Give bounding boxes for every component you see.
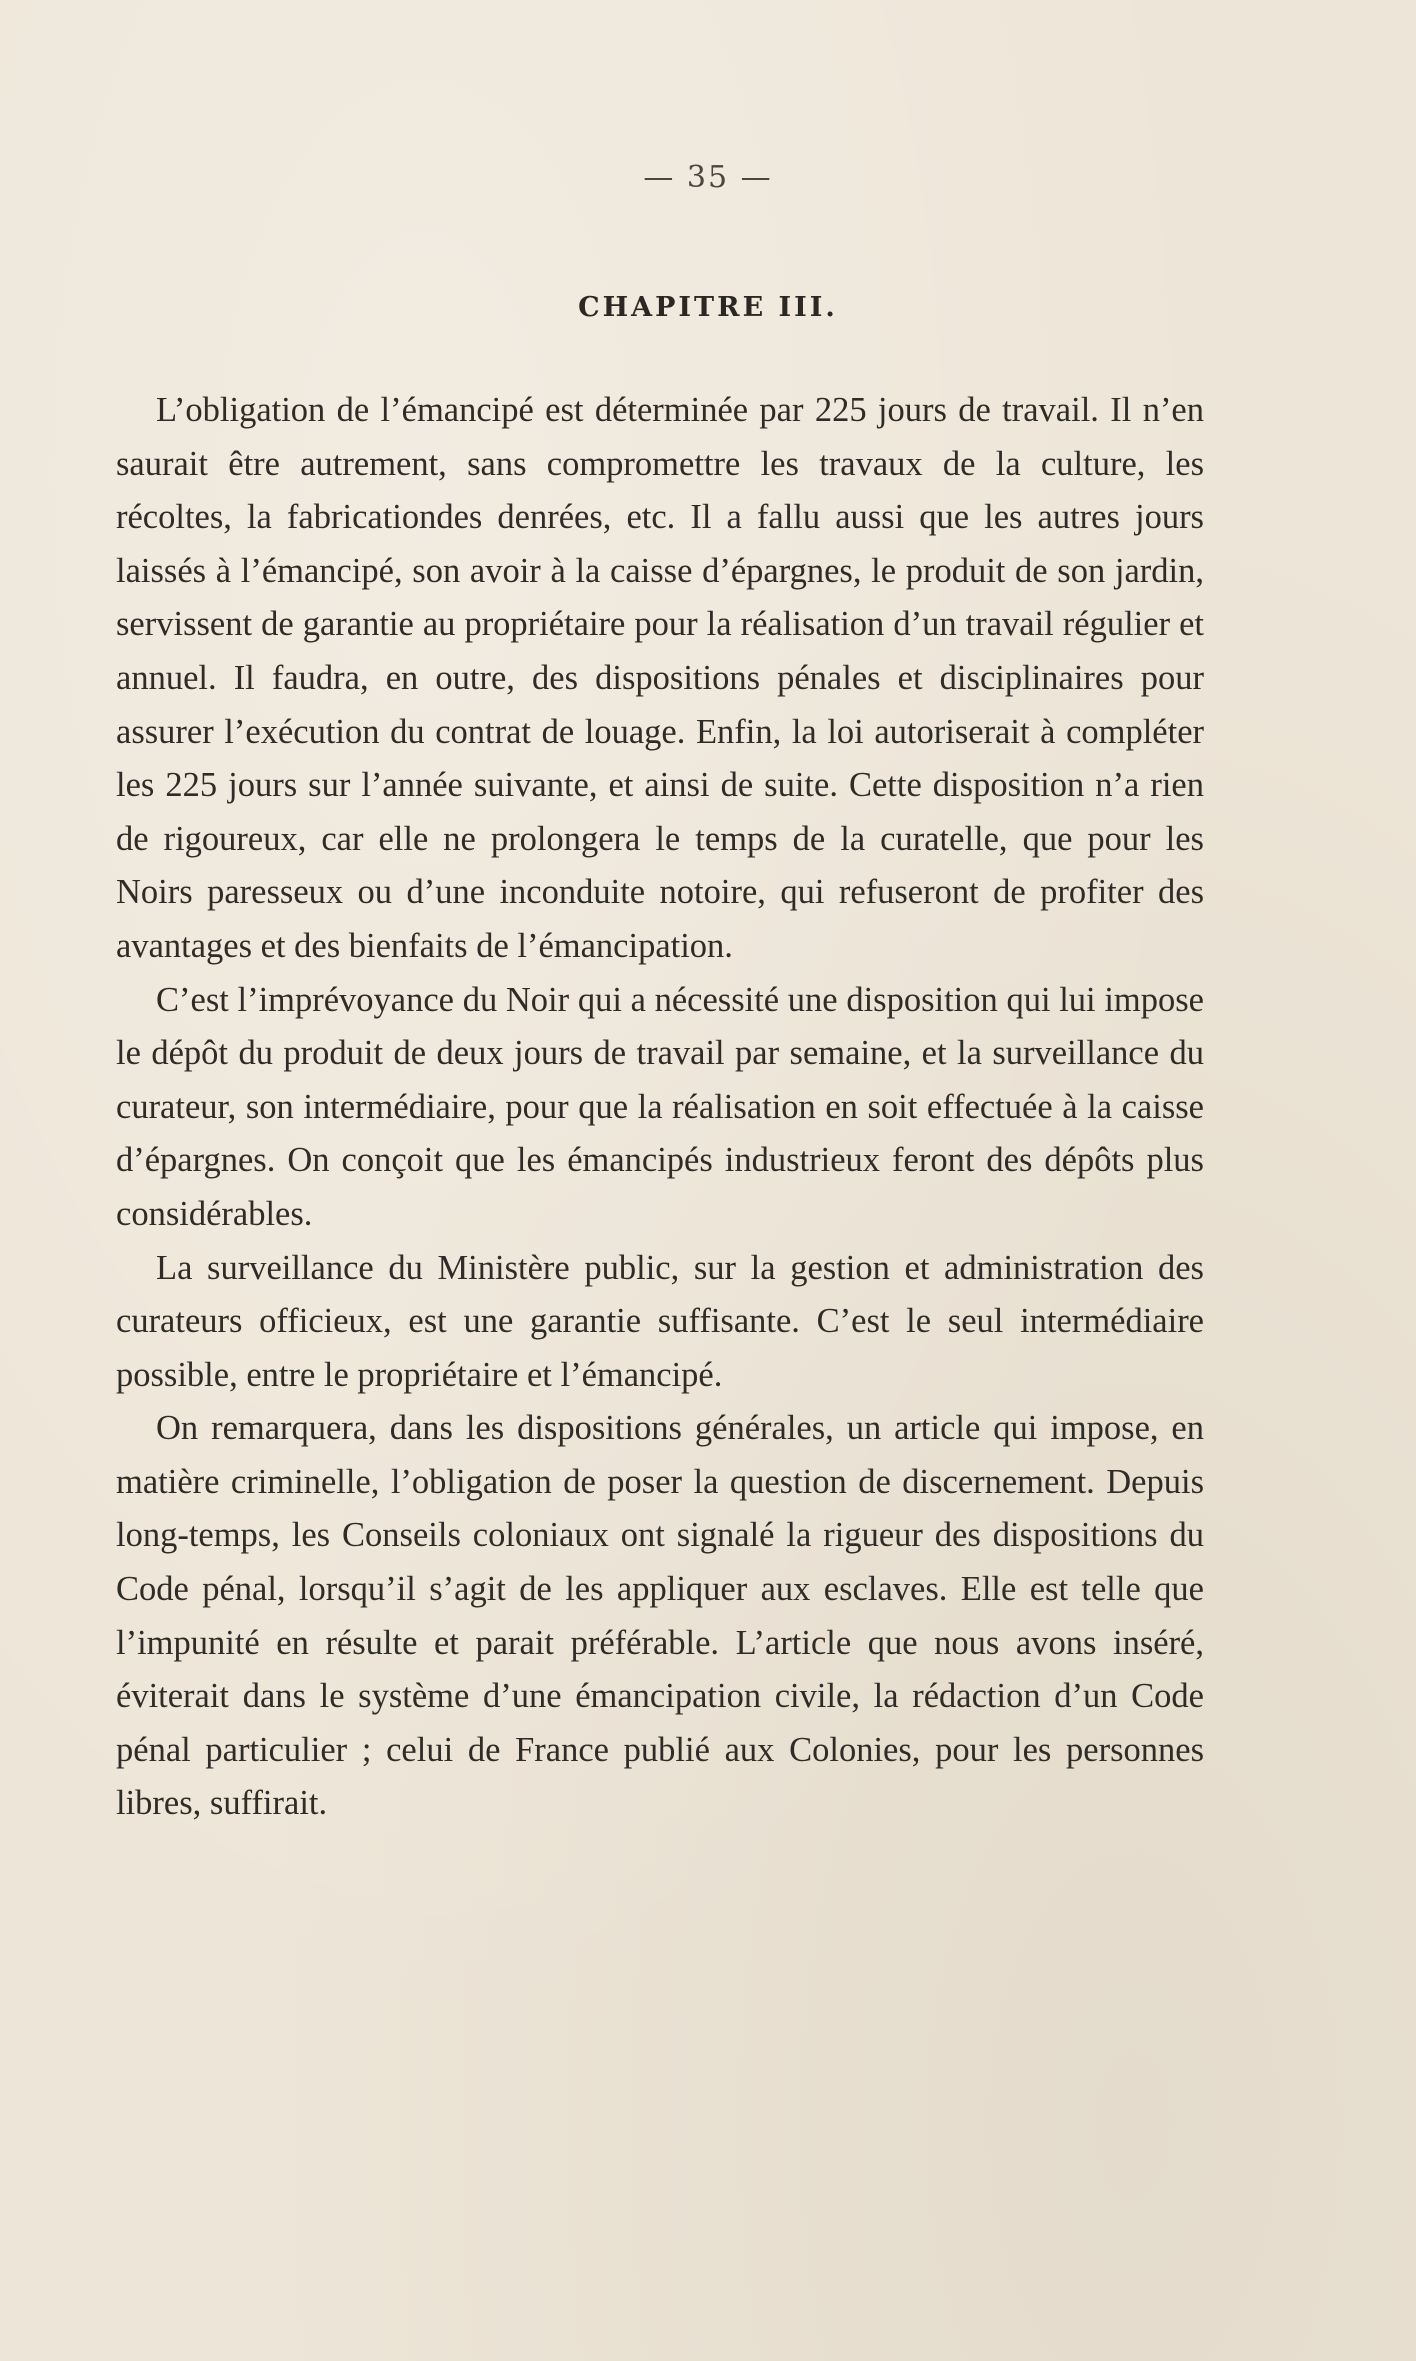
page-number: — 35 — — [643, 160, 773, 195]
paragraph-3: La surveillance du Ministère public, sur la gestion et administration des curateurs officieux, est une garantie suffisante. C’est le seul intermédiaire possible, entre le propriétaire et l’émancipé. — [116, 1248, 1204, 1394]
chapter-title: CHAPITRE III. — [578, 292, 838, 323]
paragraph-2: C’est l’imprévoyance du Noir qui a nécessité une disposition qui lui impose le dépôt du produit de deux jours de travail par semaine, et la surveillance du curateur, son intermédiaire, pour que la réalisation en soit effectuée à la caisse d’épargnes. On conçoit que les émancipés industrieux feront des dépôts plus considérables. — [116, 980, 1204, 1233]
paragraph-1: L’obligation de l’émancipé est déterminée par 225 jours de travail. Il n’en saurait être autrement, sans compromettre les travaux de la culture, les récoltes, la fabricationdes denrées, etc. Il a fallu aussi que les autres jours laissés à l’émancipé, son avoir à la caisse d’épargnes, le produit de son jardin, servissent de garantie au propriétaire pour la réalisation d’un travail régulier et annuel. Il faudra, en outre, des dispositions pénales et disciplinaires pour assurer l’exécution du contrat de louage. Enfin, la loi autoriserait à compléter les 225 jours sur l’année suivante, et ainsi de suite. Cette disposition n’a rien de rigoureux, car elle ne prolongera le temps de la curatelle, que pour les Noirs paresseux ou d’une inconduite notoire, qui refuseront de profiter des avantages et des bienfaits de l’émancipation. — [116, 391, 1204, 965]
body-text — [116, 384, 1204, 1831]
paragraph-4: On remarquera, dans les dispositions générales, un article qui impose, en matière criminelle, l’obligation de poser la question de discernement. Depuis long-temps, les Conseils coloniaux ont signalé la rigueur des dispositions du Code pénal, lorsqu’il s’agit de les appliquer aux esclaves. Elle est telle que l’impunité en résulte et parait préférable. L’article que nous avons inséré, éviterait dans le système d’une émancipation civile, la rédaction d’un Code pénal particulier ; celui de France publié aux Colonies, pour les personnes libres, suffirait. — [116, 1409, 1204, 1823]
